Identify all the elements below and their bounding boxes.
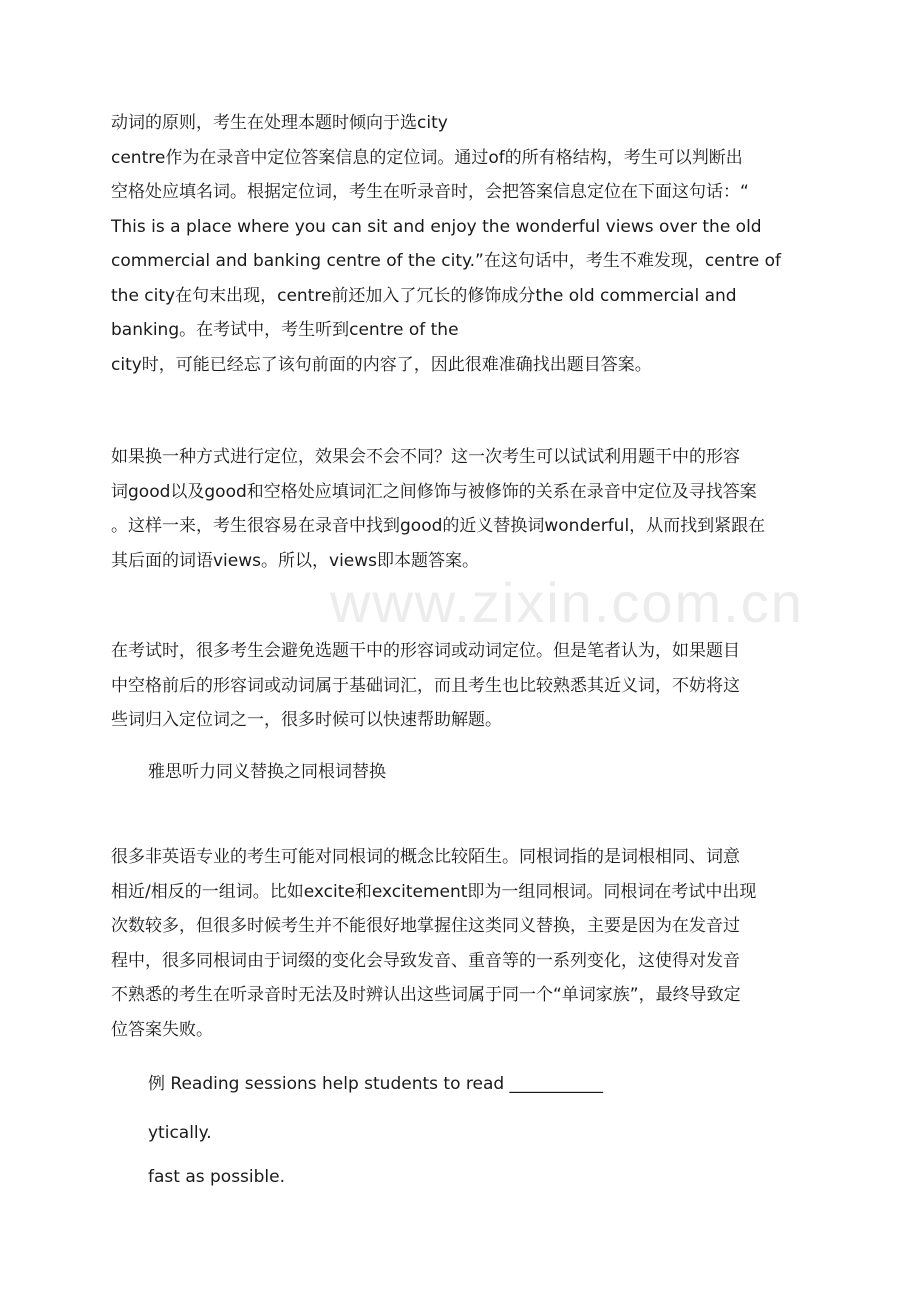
text-line: 词good以及good和空格处应填词汇之间修饰与被修饰的关系在录音中定位及寻找答案 bbox=[111, 481, 757, 502]
text-line: city时，可能已经忘了该句前面的内容了，因此很难准确找出题目答案。 bbox=[111, 354, 652, 375]
text-line: 些词归入定位词之一，很多时候可以快速帮助解题。 bbox=[111, 710, 502, 730]
watermark: www.zixin.com.cn bbox=[330, 571, 804, 634]
text-line: centre作为在录音中定位答案信息的定位词。通过of的所有格结构，考生可以判断出 bbox=[111, 147, 743, 168]
paragraph-locating-words bbox=[111, 106, 811, 382]
text-line: 次数较多，但很多时候考生并不能很好地掌握住这类同义替换，主要是因为在发音过 bbox=[111, 916, 740, 936]
text-line: 如果换一种方式进行定位，效果会不会不同？这一次考生可以试试利用题干中的形容 bbox=[111, 447, 740, 467]
text-line: 在考试时，很多考生会避免选题干中的形容词或动词定位。但是笔者认为，如果题目 bbox=[111, 641, 740, 661]
text-line: 其后面的词语views。所以，views即本题答案。 bbox=[111, 550, 480, 571]
text-line: 动词的原则，考生在处理本题时倾向于选city bbox=[111, 113, 448, 133]
paragraph-adjectives-verbs bbox=[111, 634, 811, 738]
text-line: 空格处应填名词。根据定位词，考生在听录音时，会把答案信息定位在下面这句话：“ bbox=[111, 182, 749, 202]
text-line: 中空格前后的形容词或动词属于基础词汇，而且考生也比较熟悉其近义词，不妨将这 bbox=[111, 675, 740, 696]
text-line: banking。在考试中，考生听到centre of the bbox=[111, 320, 459, 340]
example-option-b: fast as possible. bbox=[148, 1167, 286, 1187]
paragraph-alternative-locating bbox=[111, 440, 811, 578]
paragraph-cognate-words bbox=[111, 840, 811, 1047]
text-line: 相近/相反的一组词。比如excite和excitement即为一组同根词。同根词在考试中出现 bbox=[111, 881, 757, 902]
example-prompt: 例 Reading sessions help students to read ___________ bbox=[148, 1074, 604, 1094]
text-line: 不熟悉的考生在听录音时无法及时辨认出这些词属于同一个“单词家族”，最终导致定 bbox=[111, 985, 741, 1005]
text-line: 位答案失败。 bbox=[111, 1019, 213, 1040]
text-line: 很多非英语专业的考生可能对同根词的概念比较陌生。同根词指的是词根相同、词意 bbox=[111, 847, 740, 867]
section-heading: 雅思听力同义替换之同根词替换 bbox=[148, 762, 386, 782]
text-line: 。这样一来，考生很容易在录音中找到good的近义替换词wonderful，从而找到紧跟在 bbox=[111, 516, 766, 536]
example-option-a: ytically. bbox=[148, 1123, 212, 1143]
text-line: commercial and banking centre of the city.”在这句话中，考生不难发现，centre of bbox=[111, 251, 781, 271]
text-line: 程中，很多同根词由于词缀的变化会导致发音、重音等的一系列变化，这使得对发音 bbox=[111, 950, 740, 971]
text-line: This is a place where you can sit and enjoy the wonderful views over the old bbox=[111, 216, 762, 237]
text-line: the city在句末出现，centre前还加入了冗长的修饰成分the old commercial and bbox=[111, 285, 737, 306]
